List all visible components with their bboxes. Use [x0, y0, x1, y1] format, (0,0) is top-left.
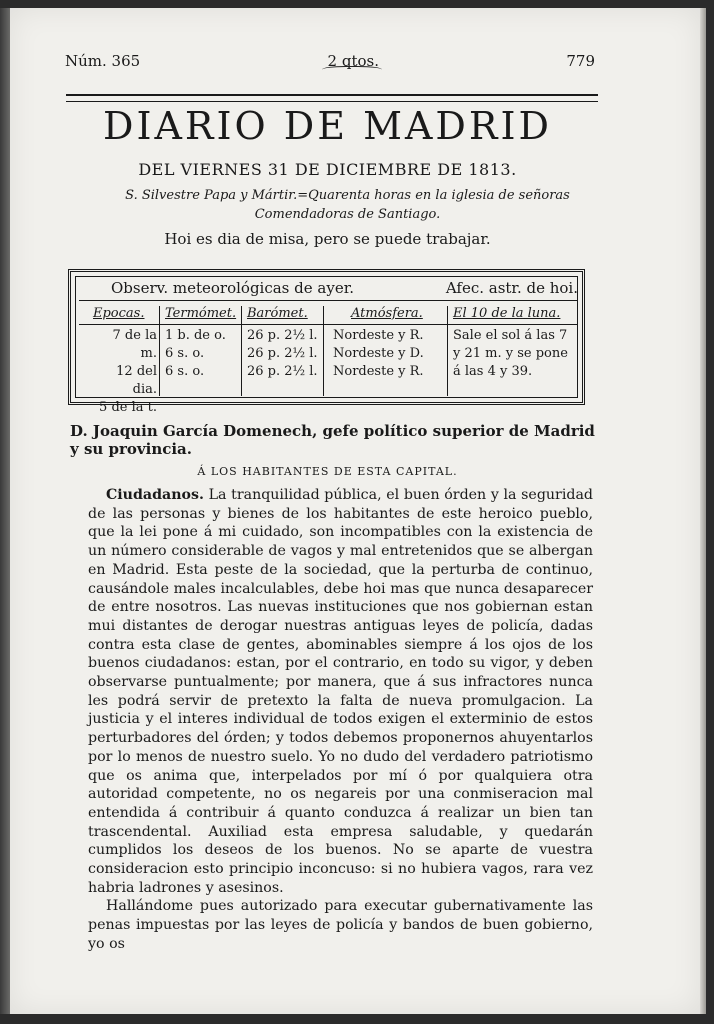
col-astro — [453, 305, 568, 381]
astro-line: Sale el sol á las 7 — [453, 328, 568, 343]
issue-number: Núm. 365 — [65, 52, 141, 70]
price-label: 2 qtos. — [327, 52, 379, 70]
issue-price — [328, 52, 379, 70]
col-header: Atmósfera. — [351, 306, 423, 321]
masthead-title: DIARIO DE MADRID — [103, 104, 552, 148]
masthead-date: DEL VIERNES 31 DE DICIEMBRE DE 1813. — [138, 160, 517, 179]
table-cell: Nordeste y R. — [333, 364, 424, 379]
col-header: Barómet. — [247, 306, 308, 321]
table-rule — [79, 300, 578, 301]
col-atmosfera — [333, 305, 424, 381]
paragraph-text: La tranquilidad pública, el buen órden y la seguridad de las personas y bienes de los habitantes de este heroico pueblo, que la lei pone á mi cuidado, son incompatibles con la existencia de un número considerable de vagos y mal entretenidos que se albergan en Madrid. Esta peste de la sociedad, que la perturba de continuo, causándole males incalculables, debe hoi mas que nunca desaparecer de entre nosotros. Las nuevas instituciones que nos gobiernan estan mui distantes de derogar nuestras antiguas leyes de policía, dadas contra esta clase de gentes, abominables siempre á los ojos de los buenos ciudadanos: estan, por el contrario, en todo su vigor, y deben observarse puntualmente; por manera, que á sus infractores nunca les podrá servir de pretexto la falta de nueva promulgacion. La justicia y el interes individual de todos exigen el exterminio de estos perturbadores del órden; y todos debemos proponernos ahuyentarlos por lo menos de nuestro suelo. Yo no dudo del verdadero patriotismo que os anima que, interpelados por mí ó por qualquiera otra autoridad competente, no os negareis por una conmiseracion mal entendida á contribuir á quanto conduzca á realizar un bien tan trascendental. Auxiliad esta empresa saludable, y quedarán cumplidos los deseos de los buenos. No se aparte de vuestra consideracion esto principio inconcuso: si no hubiera vagos, rara vez habria ladrones y asesinos. — [88, 487, 593, 896]
price-brace — [322, 66, 382, 75]
table-cell: 7 de la m. — [112, 328, 157, 361]
header-rule — [66, 94, 598, 102]
column-separator — [323, 306, 324, 396]
table-cell: Nordeste y R. — [333, 328, 424, 343]
col-header: Epocas. — [93, 306, 145, 321]
column-separator — [159, 306, 160, 396]
decree-heading: D. Joaquin García Domenech, gefe político superior de Madrid y su provincia. — [70, 422, 595, 458]
table-cell: 12 del dia. — [116, 364, 157, 397]
col-termometro — [165, 305, 236, 381]
astro-title: Afec. astr. de hoi. — [445, 279, 578, 297]
astro-line: y 21 m. y se pone — [453, 346, 568, 361]
paragraph — [88, 486, 593, 897]
table-cell: 26 p. 2½ l. — [247, 328, 318, 343]
weather-table — [68, 269, 585, 415]
mass-note: Hoi es dia de misa, pero se puede trabajar. — [164, 230, 491, 248]
running-header — [65, 52, 595, 70]
table-cell: 6 s. o. — [165, 346, 205, 361]
article-body — [88, 486, 593, 954]
table-cell: 6 s. o. — [165, 364, 205, 379]
binding-edge — [0, 8, 10, 1014]
col-header: Termómet. — [165, 306, 237, 321]
weather-table-title: Observ. meteorológicas de ayer. — [111, 279, 354, 297]
page-edge — [700, 8, 706, 1014]
table-cell: 5 de la t. — [99, 400, 157, 415]
col-barometro — [247, 305, 318, 381]
col-header: El 10 de la luna. — [453, 306, 561, 321]
first-word: Ciudadanos. — [106, 487, 204, 503]
table-cell: 26 p. 2½ l. — [247, 346, 318, 361]
saint-of-day: S. Silvestre Papa y Mártir.=Quarenta horas en la iglesia de señoras Comendadoras de Santiago. — [125, 188, 570, 222]
col-epocas — [93, 305, 157, 417]
astro-line: á las 4 y 39. — [453, 364, 533, 379]
page-number: 779 — [566, 52, 595, 70]
column-separator — [447, 306, 448, 396]
section-title: Á LOS HABITANTES DE ESTA CAPITAL. — [197, 465, 458, 478]
paragraph: Hallándome pues autorizado para executar gubernativamente las penas impuestas por las leyes de policía y bandos de buen gobierno, yo os — [88, 898, 593, 952]
column-separator — [241, 306, 242, 396]
table-cell: 26 p. 2½ l. — [247, 364, 318, 379]
newspaper-page — [10, 8, 700, 1014]
table-cell: 1 b. de o. — [165, 328, 226, 343]
table-cell: Nordeste y D. — [333, 346, 424, 361]
